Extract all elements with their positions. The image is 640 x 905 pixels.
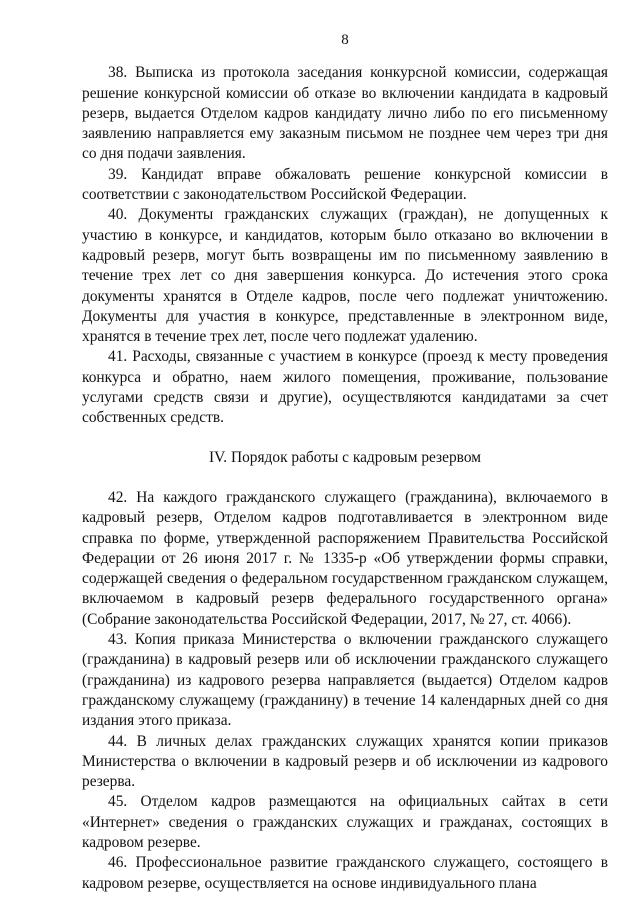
page-number: 8 [341,32,349,48]
paragraph-46: 46. Профессиональное развитие гражданского служащего, состоящего в кадровом резерве, осуществляется на основе индивидуального плана [82,854,608,892]
paragraph-43: 43. Копия приказа Министерства о включении гражданского служащего (гражданина) в кадровый резерв или об исключении гражданского служащего (гражданина) из кадрового резерва направляется (выдается) Отделом кадров гражданскому служащему (гражданину) в течение 14 календарных дней со дня издания этого приказа. [82,631,608,730]
document-page [82,30,608,894]
paragraph-44: 44. В личных делах гражданских служащих хранятся копии приказов Министерства о включении в кадровый резерв и об исключении из кадрового резерва. [82,732,608,791]
paragraph-39: 39. Кандидат вправе обжаловать решение конкурсной комиссии в соответствии с законодательством Российской Федерации. [82,165,608,204]
paragraph-40: 40. Документы гражданских служащих (граждан), не допущенных к участию в конкурсе, и кандидатов, которым было отказано во включении в кадровый резерв, могут быть возвращены им по письменному заявлению в течение трех лет со дня завершения конкурса. До истечения этого срока документы хранятся в Отделе кадров, после чего подлежат уничтожению. Документы для участия в конкурсе, представленные в электронном виде, хранятся в течение трех лет, после чего подлежат удалению. [82,206,608,346]
section-heading: IV. Порядок работы с кадровым резервом [209,448,481,466]
paragraph-42: 42. На каждого гражданского служащего (гражданина), включаемого в кадровый резерв, Отделом кадров подготавливается в электронном виде справка по форме, утвержденной распоряжением Правительства Российской Федерации от 26 июня 2017 г. № 1335-р «Об утверждении формы справки, содержащей сведения о федеральном государственном гражданском служащем, включаемом в кадровый резерв федерального государственного органа» (Собрание законодательства Российской Федерации, 2017, № 27, ст. 4066). [82,488,608,628]
paragraph-45: 45. Отделом кадров размещаются на официальных сайтах в сети «Интернет» сведения о гражданских служащих и гражданах, состоящих в кадровом резерве. [82,793,608,851]
paragraph-41: 41. Расходы, связанные с участием в конкурсе (проезд к месту проведения конкурса и обратно, наем жилого помещения, проживание, пользование услугами средств связи и другие), осуществляются кандидатами за счет собственных средств. [82,348,608,427]
paragraph-38: 38. Выписка из протокола заседания конкурсной комиссии, содержащая решение конкурсной комиссии об отказе во включении кандидата в кадровый резерв, выдается Отделом кадров кандидату лично либо по его письменному заявлению направляется ему заказным письмом не позднее чем через три дня со дня подачи заявления. [82,64,608,163]
